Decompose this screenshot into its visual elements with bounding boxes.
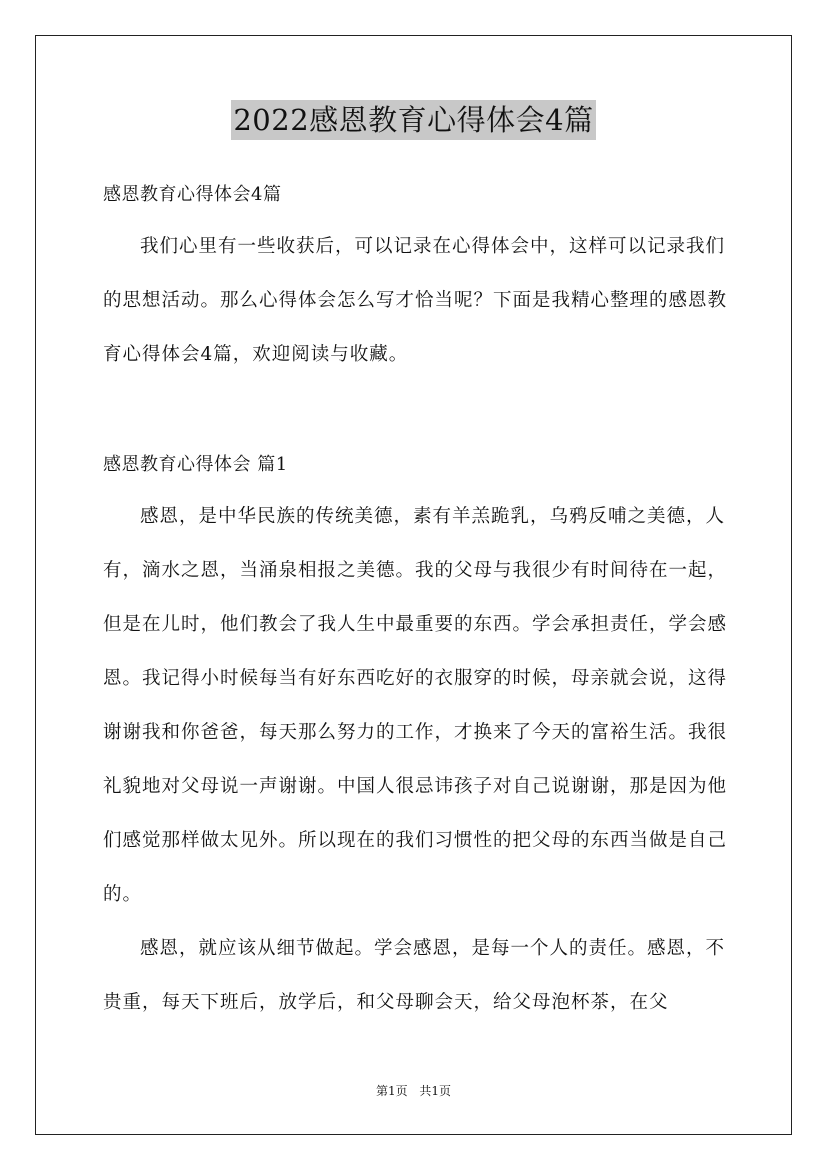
section-heading: 感恩教育心得体会 篇1 [103,454,288,475]
document-subtitle: 感恩教育心得体会4篇 [103,184,282,205]
page-number: 第1页 [375,1084,408,1098]
intro-paragraph: 我们心里有一些收获后，可以记录在心得体会中，这样可以记录我们的思想活动。那么心得体会怎么写才恰当呢？下面是我精心整理的感恩教育心得体会4篇，欢迎阅读与收藏。 [103,236,728,365]
page-footer [0,1082,827,1100]
document-title: 2022感恩教育心得体会4篇 [231,100,595,140]
body-paragraph: 感恩，是中华民族的传统美德，素有羊羔跪乳，乌鸦反哺之美德，人有，滴水之恩，当涌泉相报之美德。我的父母与我很少有时间待在一起，但是在儿时，他们教会了我人生中最重要的东西。学会承担责任，学会感恩。我记得小时候每当有好东西吃好的衣服穿的时候，母亲就会说，这得谢谢我和你爸爸，每天那么努力的工作，才换来了今天的富裕生活。我很礼貌地对父母说一声谢谢。中国人很忌讳孩子对自己说谢谢，那是因为他们感觉那样做太见外。所以现在的我们习惯性的把父母的东西当做是自己的。 [103,506,728,905]
body-paragraph: 感恩，就应该从细节做起。学会感恩，是每一个人的责任。感恩，不贵重，每天下班后，放学后，和父母聊会天，给父母泡杯茶，在父 [103,938,726,1013]
title-container [0,100,827,140]
page-total: 共1页 [419,1084,452,1098]
